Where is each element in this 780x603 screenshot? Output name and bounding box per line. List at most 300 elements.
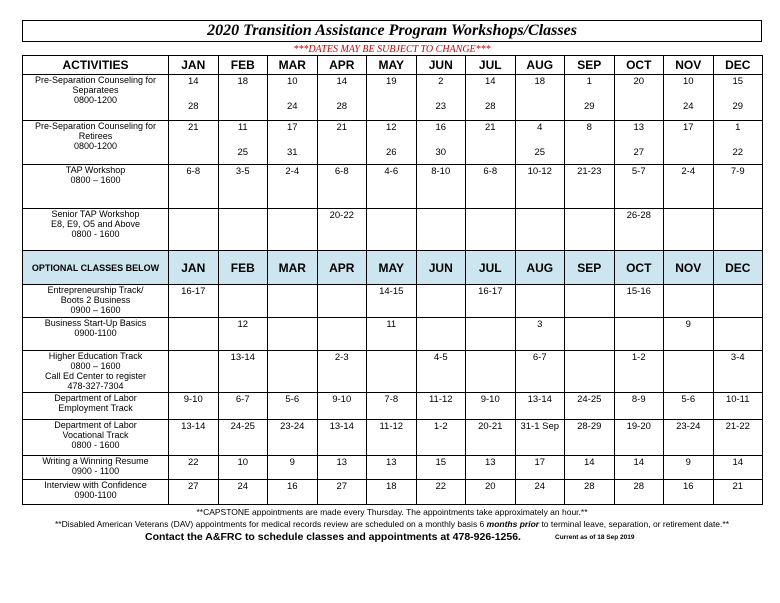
date-cell-feb [218,351,268,393]
date-cell-sep [565,121,615,165]
date-value: 1-2 [433,421,448,432]
date-cell-aug [515,456,565,480]
date-value-line: 22 [732,147,744,158]
date-value [714,285,763,287]
activity-label-line: 0900 - 1100 [71,466,120,476]
date-value: 13 [336,457,348,468]
date-cell-aug [515,351,565,393]
date-value-line: 23 [435,101,447,112]
date-value: 2-4 [285,166,300,177]
date-cell-oct [614,75,664,121]
date-value [367,351,416,353]
month-header-may: MAY [367,56,417,75]
date-cell-sep [565,480,615,505]
activity-label-line: Pre-Separation Counseling for Separatees [34,75,157,95]
date-cell-may [367,420,417,456]
page-title: 2020 Transition Assistance Program Workshops/Classes [22,20,762,42]
date-cell-jun [416,351,466,393]
month-header-oct: OCT [614,56,664,75]
date-cell-nov [664,318,714,351]
date-value [714,318,763,320]
date-value: 20 [484,481,496,492]
date-cell-feb [218,285,268,318]
date-cell-mar [268,121,318,165]
date-cell-dec [713,318,763,351]
date-value: 23-24 [676,421,701,432]
date-value-line [417,134,466,147]
date-value [417,318,466,320]
main_rows-row [23,121,763,165]
date-cell-jun [416,75,466,121]
date-cell-mar [268,420,318,456]
date-value-line [268,88,317,101]
date-cell-may [367,121,417,165]
date-value: 9-10 [480,394,500,405]
date-value: 14-15 [379,286,404,297]
date-cell-jul [466,420,516,456]
date-value-line: 11 [237,122,248,133]
optional-classes-header-row-label: OPTIONAL CLASSES BELOW [23,251,169,285]
date-cell-mar [268,165,318,209]
date-cell-feb [218,209,268,251]
date-cell-feb [218,456,268,480]
month-header-dec: DEC [713,56,763,75]
dav-footnote-emphasis: months prior [486,519,540,529]
date-value-line [516,134,565,147]
date-value: 21 [336,122,348,133]
activity-label [23,75,169,121]
activity-label [23,420,169,456]
date-cell-jan [169,75,219,121]
date-value-line [664,88,713,101]
date-value: 9-10 [332,394,352,405]
date-value [664,285,713,287]
date-cell-oct [614,393,664,420]
activities-header-row [23,56,763,75]
date-cell-nov [664,165,714,209]
date-value-line: 24 [682,101,694,112]
dav-footnote-text: **Disabled American Veterans (DAV) appointments for medical records review are scheduled on a monthly basis 6 [54,519,487,529]
date-cell-sep [565,420,615,456]
optional_rows-row [23,393,763,420]
date-value [268,285,317,287]
date-value: 6-8 [186,166,201,177]
date-value: 19 [385,76,397,87]
month-header-sep: SEP [565,56,615,75]
activity-label-line: 0800 – 1600 [70,175,121,185]
date-cell-may [367,456,417,480]
date-cell-apr [317,420,367,456]
date-cell-apr [317,75,367,121]
date-value [615,318,664,320]
date-value: 21-23 [577,166,602,177]
date-value: 16-17 [478,286,503,297]
date-cell-may [367,165,417,209]
date-value-line: 2 [438,76,444,87]
date-value: 24 [534,481,546,492]
date-value-line: 25 [534,147,546,158]
date-value [664,209,713,211]
date-cell-apr [317,393,367,420]
date-value-line: 28 [336,101,348,112]
date-value: 18 [534,76,546,87]
date-value [268,318,317,320]
date-value: 6-8 [483,166,498,177]
date-value: 7-9 [730,166,745,177]
date-value-line: 14 [187,76,199,87]
date-cell-jun [416,318,466,351]
date-cell-apr [317,209,367,251]
date-cell-jul [466,351,516,393]
activity-label [23,165,169,209]
activities-header-row-label: ACTIVITIES [23,56,169,75]
date-cell-oct [614,121,664,165]
date-value: 5-7 [631,166,646,177]
date-value: 9 [685,457,691,468]
date-value: 28-29 [577,421,602,432]
date-value: 3 [537,319,543,330]
date-cell-sep [565,165,615,209]
date-value [565,209,614,211]
date-value-line [417,88,466,101]
date-cell-apr [317,318,367,351]
activity-label-line: Employment Track [58,403,133,413]
date-value: 27 [187,481,199,492]
date-cell-may [367,393,417,420]
activity-label-line: E8, E9, O5 and Above [50,219,141,229]
date-cell-oct [614,420,664,456]
activity-label-line: 478-327-7304 [67,381,124,391]
date-value: 13 [484,457,496,468]
date-value [268,209,317,211]
date-cell-nov [664,121,714,165]
date-value: 2-3 [334,352,349,363]
date-value [466,209,515,211]
date-value: 20 [633,76,645,87]
date-cell-feb [218,480,268,505]
activity-label-line: 0800-1200 [73,95,118,105]
date-value: 21 [732,481,744,492]
date-cell-may [367,480,417,505]
date-value: 22 [435,481,447,492]
optional_rows-row [23,285,763,318]
date-value: 15-16 [626,286,651,297]
date-value-line [714,134,763,147]
date-value: 2-4 [681,166,696,177]
date-value-line [466,88,515,101]
activity-label-line: 0900-1100 [74,328,117,338]
month-header-feb: FEB [218,56,268,75]
date-value: 8-9 [631,394,646,405]
date-cell-nov [664,480,714,505]
date-cell-feb [218,420,268,456]
date-value-line: 16 [435,122,447,133]
date-value [565,351,614,353]
date-cell-jun [416,393,466,420]
date-value [664,351,713,353]
activity-label-line: Call Ed Center to register [44,371,147,381]
month-header-may: MAY [367,251,417,285]
date-value: 21-22 [725,421,750,432]
activity-label-line: Business Start-Up Basics [44,318,147,328]
date-value-line: 29 [732,101,744,112]
date-value [318,318,367,320]
date-value [219,209,268,211]
date-value: 3-5 [235,166,250,177]
date-value: 3-4 [730,352,745,363]
date-cell-may [367,209,417,251]
activity-label [23,121,169,165]
month-header-jul: JUL [466,56,516,75]
date-value-line [169,88,218,101]
month-header-mar: MAR [268,251,318,285]
date-value-line: 24 [286,101,298,112]
capstone-footnote: **CAPSTONE appointments are made every Thursday. The appointments take approximately an hour.** [196,507,588,517]
date-cell-may [367,285,417,318]
date-value: 11-12 [379,421,404,432]
activity-label [23,480,169,505]
date-value: 14 [583,457,595,468]
date-value: 9 [685,319,691,330]
date-cell-mar [268,209,318,251]
main_rows-row [23,165,763,209]
date-value: 20-21 [478,421,503,432]
date-cell-dec [713,165,763,209]
date-value: 8-10 [431,166,451,177]
date-cell-aug [515,121,565,165]
optional_rows-row [23,456,763,480]
date-cell-aug [515,480,565,505]
activity-label-line: 0800 - 1600 [71,440,120,450]
date-cell-dec [713,209,763,251]
date-value: 14 [633,457,645,468]
date-cell-nov [664,420,714,456]
date-value-line: 14 [336,76,348,87]
date-cell-aug [515,420,565,456]
month-header-aug: AUG [515,56,565,75]
date-cell-sep [565,351,615,393]
date-cell-oct [614,456,664,480]
date-value [417,209,466,211]
current-as-of-date: Current as of 18 Sep 2019 [555,534,635,541]
date-cell-jul [466,75,516,121]
date-value: 16 [286,481,298,492]
date-value: 6-8 [334,166,349,177]
activity-label-line: 0800 – 1600 [70,361,121,371]
activity-label [23,318,169,351]
dav-footnote-text-end: to terminal leave, separation, or retirement date.** [539,519,730,529]
month-header-sep: SEP [565,251,615,285]
date-cell-jun [416,121,466,165]
date-value: 23-24 [280,421,305,432]
date-value: 14 [732,457,744,468]
date-value: 28 [583,481,595,492]
date-cell-aug [515,393,565,420]
month-header-feb: FEB [218,251,268,285]
activity-label [23,351,169,393]
month-header-jun: JUN [416,56,466,75]
date-cell-jan [169,480,219,505]
activity-label-line: Senior TAP Workshop [51,209,140,219]
date-cell-may [367,351,417,393]
month-header-mar: MAR [268,56,318,75]
date-cell-feb [218,318,268,351]
date-cell-jul [466,165,516,209]
date-cell-jul [466,285,516,318]
date-value-line [615,134,664,147]
date-value: 6-7 [235,394,250,405]
date-cell-jul [466,456,516,480]
date-cell-mar [268,393,318,420]
date-value [169,351,218,353]
date-cell-sep [565,318,615,351]
date-cell-apr [317,456,367,480]
month-header-jun: JUN [416,251,466,285]
activity-label-line: Pre-Separation Counseling for Retirees [34,121,157,141]
date-value-line: 10 [682,76,694,87]
main_rows-row [23,75,763,121]
date-value [466,318,515,320]
date-cell-jan [169,285,219,318]
activity-label-line: 0800-1200 [73,141,118,151]
date-value: 20-22 [329,210,354,221]
date-value-line: 1 [586,76,592,87]
optional_rows-row [23,351,763,393]
date-cell-jul [466,209,516,251]
date-cell-oct [614,351,664,393]
date-cell-feb [218,165,268,209]
date-cell-dec [713,351,763,393]
dates-subject-to-change-notice: ***DATES MAY BE SUBJECT TO CHANGE*** [293,44,491,55]
main_rows-row [23,209,763,251]
month-header-dec: DEC [713,251,763,285]
date-value: 17 [534,457,546,468]
date-cell-feb [218,121,268,165]
month-header-jan: JAN [169,251,219,285]
date-value: 4-6 [384,166,399,177]
date-value: 24-25 [230,421,255,432]
month-header-apr: APR [317,251,367,285]
date-cell-aug [515,75,565,121]
date-value: 1-2 [631,352,646,363]
date-value: 10-12 [527,166,552,177]
date-value: 11 [386,319,397,330]
date-value: 22 [187,457,199,468]
date-value: 26-28 [626,210,651,221]
date-value-line: 30 [435,147,447,158]
date-value: 19-20 [626,421,651,432]
date-cell-mar [268,456,318,480]
date-value-line: 15 [732,76,744,87]
date-cell-jan [169,351,219,393]
date-value: 17 [682,122,694,133]
date-value: 15 [435,457,447,468]
month-header-oct: OCT [614,251,664,285]
month-header-jan: JAN [169,56,219,75]
date-cell-jan [169,456,219,480]
activity-label-line: Higher Education Track [48,351,143,361]
date-value: 10-11 [725,394,750,405]
date-value-line: 1 [735,122,741,133]
date-cell-dec [713,393,763,420]
activity-label-line: 0800 - 1600 [71,229,120,239]
date-cell-aug [515,165,565,209]
date-value: 16-17 [181,286,206,297]
date-cell-sep [565,209,615,251]
date-value: 12 [237,319,249,330]
date-value-line: 27 [633,147,645,158]
date-value-line: 31 [286,147,298,158]
date-cell-jun [416,285,466,318]
date-value-line [318,88,367,101]
date-cell-dec [713,75,763,121]
date-cell-jan [169,393,219,420]
activity-label-line: Department of Labor [54,393,137,403]
date-value-line [565,88,614,101]
date-value: 16 [682,481,694,492]
date-value-line [268,134,317,147]
date-value-line: 25 [237,147,249,158]
activity-label-line: Vocational Track [62,430,129,440]
date-cell-apr [317,165,367,209]
activity-label-line: Writing a Winning Resume [42,456,149,466]
date-value [417,285,466,287]
month-header-nov: NOV [664,251,714,285]
date-value: 13 [385,457,397,468]
date-cell-nov [664,351,714,393]
date-value-line: 12 [385,122,397,133]
date-cell-jul [466,393,516,420]
date-cell-apr [317,351,367,393]
date-value-line: 29 [583,101,595,112]
date-cell-nov [664,75,714,121]
date-value-line: 13 [633,122,645,133]
date-cell-oct [614,209,664,251]
date-value: 24-25 [577,394,602,405]
date-cell-may [367,318,417,351]
date-value-line [714,88,763,101]
date-cell-mar [268,285,318,318]
date-value: 9-10 [183,394,203,405]
date-value [565,318,614,320]
date-value: 13-14 [230,352,255,363]
activity-label-line: Boots 2 Business [60,295,131,305]
date-cell-apr [317,480,367,505]
activity-label [23,285,169,318]
date-cell-jan [169,165,219,209]
date-cell-oct [614,480,664,505]
date-value [169,209,218,211]
date-value-line: 28 [484,101,496,112]
optional_rows-row [23,480,763,505]
date-cell-aug [515,285,565,318]
date-cell-dec [713,285,763,318]
date-cell-feb [218,393,268,420]
date-cell-jan [169,121,219,165]
date-cell-oct [614,318,664,351]
date-value: 9 [289,457,295,468]
date-cell-dec [713,456,763,480]
date-cell-nov [664,285,714,318]
date-value: 7-8 [384,394,399,405]
date-value: 18 [385,481,397,492]
date-value: 11-12 [428,394,453,405]
optional_rows-row [23,318,763,351]
date-cell-dec [713,480,763,505]
date-cell-aug [515,209,565,251]
schedule-table [22,55,763,505]
date-value: 18 [237,76,249,87]
